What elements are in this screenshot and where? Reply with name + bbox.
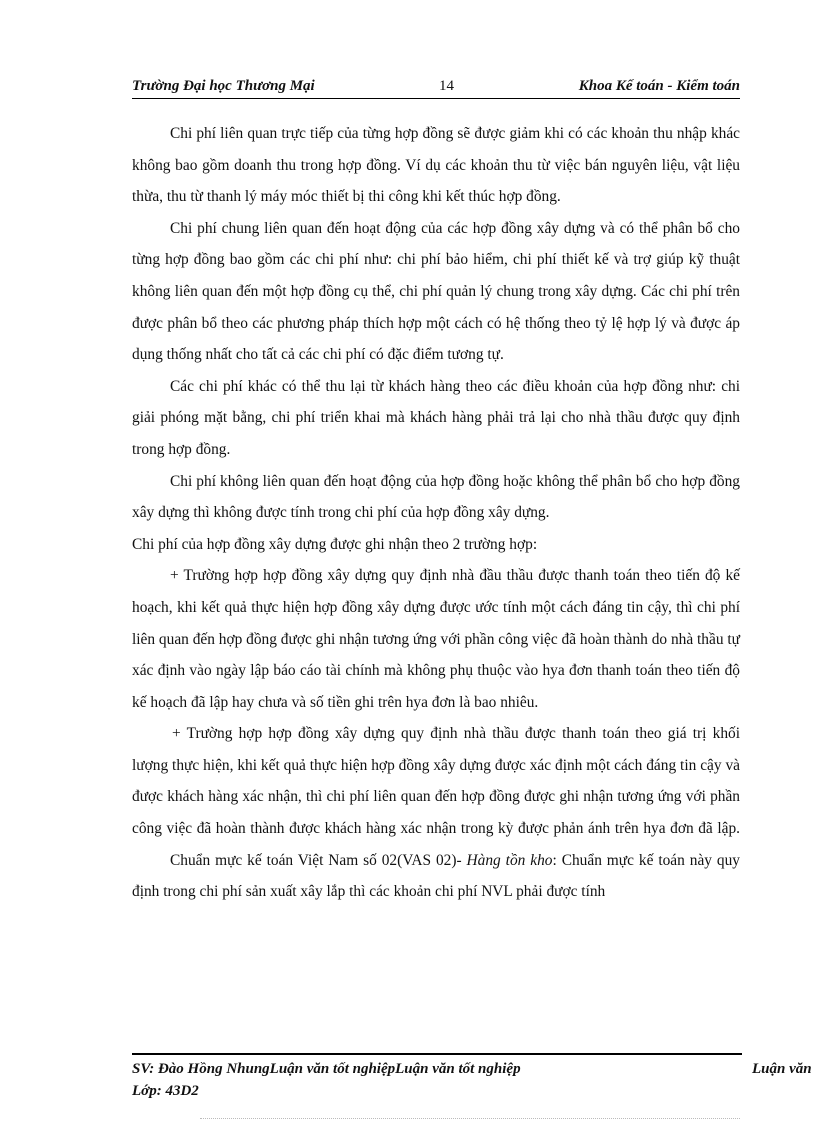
page-number: 14 [439, 78, 454, 94]
paragraph-case-one: + Trường hợp hợp đồng xây dựng quy định nhà đầu thầu được thanh toán theo tiến độ kế hoạch, khi kết quả thực hiện hợp đồng xây dựng được ước tính một cách đáng tin cậy, thì chi phí liên quan đến hợp đồng được ghi nhận tương ứng với phần công việc đã hoàn thành do nhà thầu tự xác định vào ngày lập báo cáo tài chính mà không phụ thuộc vào hya đơn thanh toán theo tiến độ kế hoạch đã lập hay chưa và số tiền ghi trên hya đơn là bao nhiêu. [132, 567, 740, 711]
paragraph-general-costs: Chi phí chung liên quan đến hoạt động của các hợp đồng xây dựng và có thể phân bổ cho từng hợp đồng bao gồm các chi phí như: chi phí bảo hiểm, chi phí thiết kế và trợ giúp kỹ thuật không liên quan đến một hợp đồng cụ thể, chi phí quản lý chung trong xây dựng. Các chi phí trên được phân bổ theo các phương pháp thích hợp một cách có hệ thống theo tỷ lệ hợp lý và được áp dụng thống nhất cho tất cả các chi phí có đặc điểm tương tự. [132, 219, 740, 364]
document-body [132, 118, 740, 908]
paragraph-two-cases: Chi phí của hợp đồng xây dựng được ghi nhận theo 2 trường hợp: [132, 535, 538, 553]
student-name: SV: Đào Hồng NhungLuận văn tốt nghiệpLuận văn tốt nghiệp [132, 1061, 521, 1077]
footer-thesis-tag: Luận văn [752, 1061, 812, 1077]
page-header [132, 78, 740, 99]
inventory-term: Hàng tồn kho [466, 851, 553, 869]
page-footer [132, 1058, 816, 1102]
paragraph-vas02 [132, 845, 740, 908]
paragraph-other-costs: Các chi phí khác có thể thu lại từ khách hàng theo các điều khoản của hợp đồng như: chi giải phóng mặt bằng, chi phí triển khai mà khách hàng phải trả lại cho nhà thầu được quy định trong hợp đồng. [132, 377, 740, 458]
school-name: Trường Đại học Thương Mại [132, 78, 315, 94]
vas02-intro: Chuẩn mực kế toán Việt Nam số 02(VAS 02)- [170, 851, 467, 869]
paragraph-unrelated-costs: Chi phí không liên quan đến hoạt động của hợp đồng hoặc không thể phân bổ cho hợp đồng xây dựng thì không được tính trong chi phí của hợp đồng xây dựng. [132, 472, 740, 522]
class-label: Lớp: 43D2 [132, 1083, 199, 1099]
paragraph-direct-costs: Chi phí liên quan trực tiếp của từng hợp đồng sẽ được giảm khi có các khoản thu nhập khác không bao gồm doanh thu trong hợp đồng. Ví dụ các khoản thu từ việc bán nguyên liệu, vật liệu thừa, thu từ thanh lý máy móc thiết bị thi công khi kết thúc hợp đồng. [132, 125, 740, 206]
footer-line-student [132, 1058, 816, 1080]
paragraph-case-two: + Trường hợp hợp đồng xây dựng quy định nhà thầu được thanh toán theo giá trị khối lượng thực hiện, khi kết quả thực hiện hợp đồng xây dựng được xác định một cách đáng tin cậy và được khách hàng xác nhận, thì chi phí liên quan đến hợp đồng được ghi nhận tương ứng với phần công việc đã hoàn thành được khách hàng xác nhận trong kỳ được phản ánh trên hya đơn đã lập. [132, 725, 740, 838]
vas02-text: : Chuẩn mực kế toán này quy định trong chi phí sản xuất xây lắp thì các khoản chi phí NVL phải được tính [132, 851, 740, 901]
faculty-name: Khoa Kế toán - Kiểm toán [578, 78, 740, 94]
footer-dotted-line [200, 1118, 740, 1119]
footer-divider [132, 1053, 742, 1055]
